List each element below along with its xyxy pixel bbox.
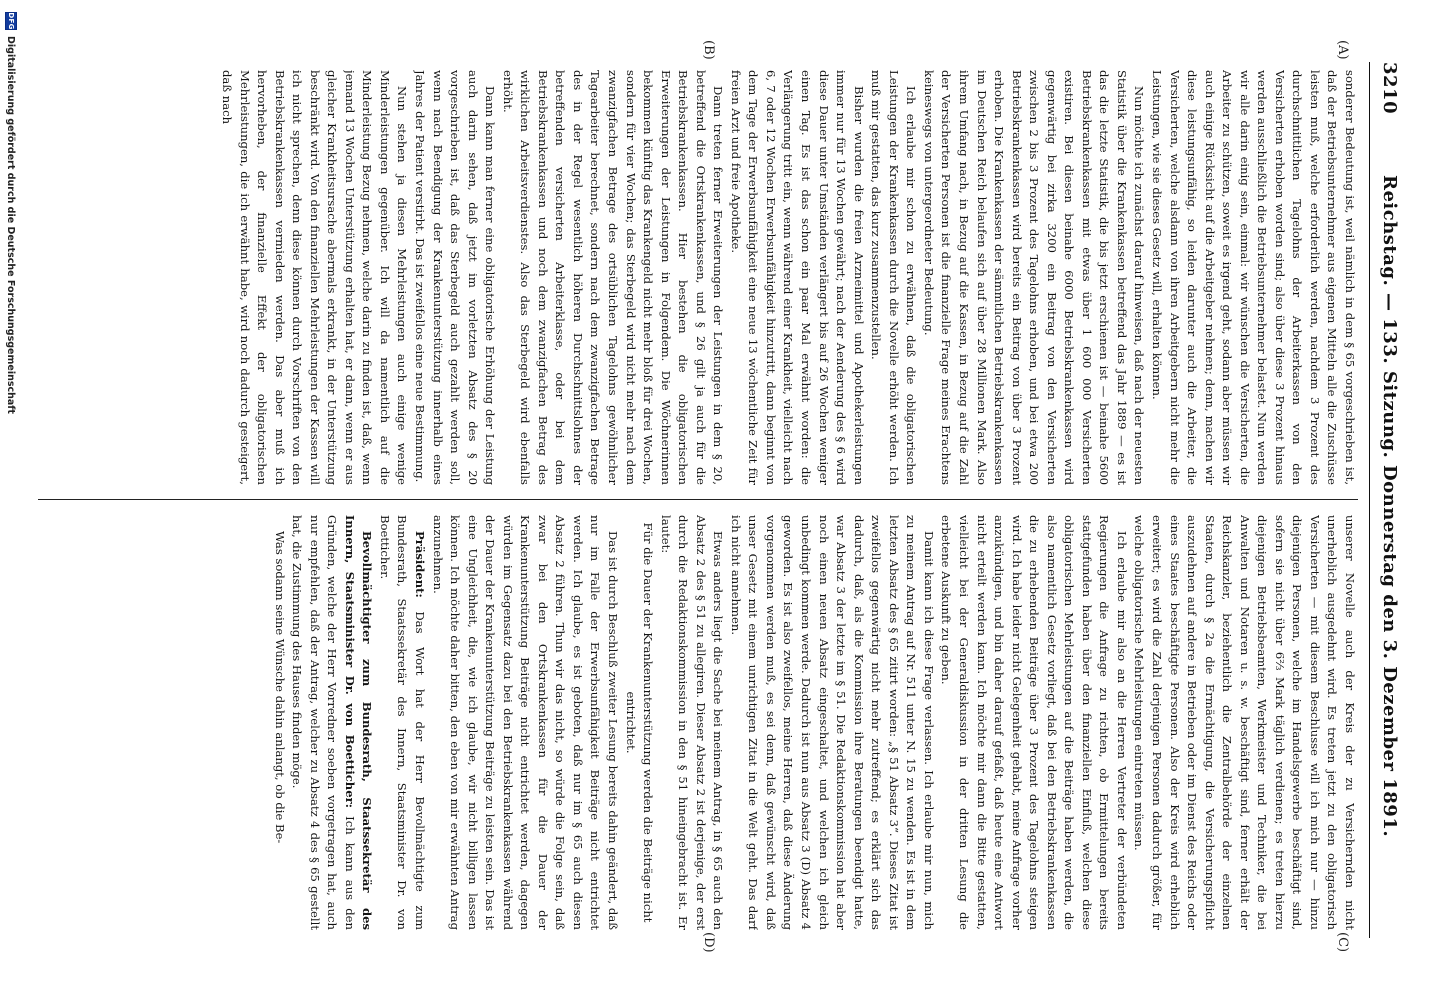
speaker-paragraph [288,515,376,930]
speaker-name: Bevollmächtigter zum Bundesrath, Staatssekretär des Innern, Staatsminister Dr. von Boetticher: [342,515,375,930]
margin-mark-c: (C) [1335,932,1350,953]
column-divider [38,499,1358,500]
paragraph: Nun stehen ja diesen Mehrleistungen auch einige wenige Minderleistungen gegenüber. Ich will da namentlich auf die Minderleistung Bezug nehmen, welche darin zu finden ist, daß, wenn jemand 13 Wochen Unterstützung erhalten hat, er dann, wenn er aus gleicher Krankheitsursache abermals erkrankt, in der Unterstützung beschränkt wird. Von den finanziellen Mehrleistungen der Kassen will ich nicht sprechen, denn diese können durch Vorschriften von den Betriebskrankenkassen vermieden werden. Das aber muß ich hervorheben, der finanzielle Effekt der obligatorischen Mehrleistungen, die ich erwähnt habe, wird noch dadurch gesteigert, daß nach [220,70,410,485]
running-title: Reichstag. — 133. Sitzung. Donnerstag den 3. Dezember 1891. [1379,174,1401,838]
speaker-paragraph [375,515,428,930]
speech-text: Das Wort hat der Herr Bevollmächtigte zum Bundesrath, Staatssekretär des Innern, Staatsminister Dr. von Boetticher. [377,515,428,930]
paragraph: Dann treten ferner Erweiterungen der Leistungen in dem § 20, betreffend die Ortskrankenkassen, und § 26 gilt ja auch für die Betriebskrankenkassen. Hier bestehen die obligatorischen Erweiterungen der Leistungen in Folgendem. Die Wöchnerinnen bekommen künftig das Krankengeld nicht mehr bloß für drei Wochen, sondern für vier Wochen; das Sterbegeld wird nicht mehr nach dem zwanzigfachen Betrage des ortsüblichen Tagelohns gewöhnlicher Tagearbeiter berechnet, sondern nach dem zwanzigfachen Betrage des in der Regel wesentlich höheren Durchschnittslohnes der betreffenden versicherten Arbeiterklasse, oder bei dem Betriebskrankenkassen und noch dem zwanzigfachen Betrag des wirklichen Arbeitsverdienstes. Also das Sterbegeld wird ebenfalls erhöht. [500,70,726,485]
quoted-clause: Für die Dauer der Krankenunterstützung werden die Beiträge nicht entrichtet. [623,522,656,923]
speech-text: Ich kann aus den Gründen, welche der Herr Vorredner soeben vorgetragen hat, auch nur empfehlen, daß der Antrag, welcher zu Absatz 4 des § 65 gestellt hat, die Zustimmung des Hauses finden möge. [290,515,357,930]
paragraph: sonderer Bedeutung ist, weil nämlich in dem § 65 vorgeschrieben ist, daß der Betriebsunternehmer aus eigenen Mitteln alle die Zuschüsse leisten muß, welche erforderlich werden, nachdem 3 Prozent des durchschnittlichen Tagelohns der Arbeiterkassen von den Versicherten erhoben worden sind; also über diese 3 Prozent hinaus werden ausschließlich die Betriebsunternehmer belastet. Nun werden wir alle darin einig sein, einmal: wir wünschen die Versicherten, die Arbeiter zu schützen, soweit es irgend geht, sodann aber müssen wir auch einige Rücksicht auf die Arbeitgeber nehmen; denn, machen wir diese leistungsunfähig, so leiden darunter auch die Arbeiter, die Versicherten, welche alsdann von ihren Arbeitgebern nicht mehr die Leistungen, wie sie dieses Gesetz will, erhalten können. [1149,70,1357,485]
speaker-name: Präsident: [413,531,428,598]
paragraph: Was sodann seine Wünsche dahin anlangt, ob die Be- [272,531,287,844]
paragraph: Nun möchte ich zunächst darauf hinweisen, daß nach der neuesten Statistik über die Krankenkassen betreffend das Jahr 1889 — es ist das die letzte Statistik, die bis jetzt erschienen ist — beinahe 5600 Betriebskrankenkassen mit etwas über 1 600 000 Versicherten existiren. Bei diesen beinahe 6000 Betriebskrankenkassen wird gegenwärtig bei zirka 3200 ein Beitrag von den Versicherten zwischen 2 bis 3 Prozent des Tagelohns erhoben, und bei etwa 200 Betriebskrankenkassen wird bereits ein Beitrag von über 3 Prozent erhoben. Die Krankenkassen der sämmtlichen Betriebskrankenkassen im Deutschen Reich belaufen sich auf über 28 Millionen Mark. Also ihrem Umfang nach, in Bezug auf die Kassen, in Bezug auf die Zahl der Versicherten Personen ist die finanzielle Frage meines Erachtens keineswegs von untergeordneter Bedeutung. [921,70,1147,485]
page-header [1369,62,1410,938]
paragraph: Bisher wurden die freien Arzneimittel und Apothekerleistungen immer nur für 13 Wochen gewährt; nach der Aenderung des § 6 wird diese Dauer unter Umständen verlängert bis auf 26 Wochen weniger einen Tag. Es ist das schon ein paar Mal erwähnt worden: die Verlängerung tritt ein, wenn während einer Krankheit, vielleicht nach 6, 7 oder 12 Wochen Erwerbsunfähigkeit hinzutritt, dann beginnt von dem Tage der Erwerbsunfähigkeit eine neue 13 wöchentliche Zeit für freien Arzt und freie Apotheke. [728,70,866,485]
paragraph: Ich erlaube mir also an die Herren Vertreter der verbündeten Regierungen die Anfrage zu richten, ob Ermittelungen bereits stattgefunden haben über den finanziellen Einfluß, welchen diese obligatorischen Mehrleistungen auf die Beiträge haben werden, die also namentlich Gesetz vorliegt, daß bei den Betriebskrankenkassen die zu erhebenden Beiträge über 3 Prozent des Tagelohns steigen wird. Ich habe leider nicht Gelegenheit gehabt, meine Anfrage vorher anzukündigen, und bin daher darauf gefaßt, daß heute eine Antwort nicht erteilt werden kann. Ich möchte mir dann die Bitte gestatten, vielleicht bei der Generaldiskussion in der dritten Lesung die erbetene Auskunft zu geben. [939,515,1129,930]
paragraph: unserer Novelle auch der Kreis der zu Versichernden nicht unerheblich ausgedehnt wird. Es treten jetzt zu den obligatorisch Versicherten — mit diesem Beschlusse will ich mich nur — hinzu diejenigen Personen, welche im Handelsgewerbe beschäftigt sind, sofern sie nicht über 6⅔ Mark täglich verdienen; es treten hierzu diejenigen Betriebsbeamten, Werkmeister und Techniker, die bei Anwalten und Notaren u. s. w. beschäftigt sind, ferner erhält der Reichskanzler, beziehentlich die Zentralbehörde der einzelnen Staaten, durch § 2a die Ermächtigung, die Versicherungspflicht auszudehnen auf andere in Betrieben oder im Dienst des Reichs oder eines Staates beschäftigte Personen. Also der Kreis wird erheblich erweitert; es wird die Zahl derjenigen Personen dadurch größer, für welche obligatorische Mehrleistungen eintreten müssen. [1132,515,1357,930]
page-number: 3210 [1379,62,1401,115]
margin-mark-d: (D) [701,932,716,953]
margin-mark-a: (A) [1335,40,1350,60]
paragraph: Dann kann man ferner eine obligatorische Erhöhung der Leistung auch darin sehen, daß jetzt im vorletzten Absatz des § 20 vorgeschrieben ist, daß das Sterbegeld auch gezahlt werden soll, wenn nach Beendigung der Krankenunterstützung innerhalb eines Jahres der Patient verstirbt. Das ist zweifellos eine neue Bestimmung. [413,70,498,485]
digitization-stamp [0,0,22,1000]
right-text-column [38,515,1358,930]
paragraph: Etwas anders liegt die Sache bei meinem Antrag, in § 65 auch den Absatz 2 des § 51 zu allegiren. Dieser Absatz 2 ist derjenige, der erst durch die Redaktionskommission in den § 51 hineingebracht ist. Er lautet: [658,515,726,930]
paragraph: Das ist durch Beschluß zweiter Lesung bereits dahin geändert, daß nur im Falle der Erwerbsunfähigkeit Beiträge nicht entrichtet werden. Ich glaube, es ist geboten, daß nur im § 65 auch diesen Absatz 2 führen. Thun wir das nicht, so würde die Folge sein, daß zwar bei den Ortskrankenkassen für die Dauer der Krankenunterstützung Beiträge nicht entrichtet werden, dagegen würden im Gegensatz dazu bei den Betriebskrankenkassen während der Dauer der Krankenunterstützung Beiträge zu leisten sein. Das ist eine Ungleichheit, die, wie ich glaube, wir nicht billigen lassen können. Ich möchte daher bitten, den eben von mir erwähnten Antrag anzunehmen. [430,515,621,930]
paragraph: Damit kann ich diese Frage verlassen. Ich erlaube mir nun, mich zu meinem Antrag auf Nr. 511 unter N. 15 zu wenden. Es ist in dem letzten Absatz des § 65 zitirt worden: „§ 51 Absatz 3“. Dieses Zitat ist zweifellos gegenwärtig nicht mehr zutreffend; es erklärt sich das dadurch, daß, als die Kommission ihre Beratungen beendigt hatte, war Absatz 3 der letzte im § 51. Die Redaktionskommission hat aber noch einen neuen Absatz eingeschaltet, und welchen ich gleich unbedingt kommen werde. Dadurch ist nun aus Absatz 3 (D) Absatz 4 geworden. Es ist also zweifellos, meine Herren, daß diese Änderung vorgenommen werden muß, es sei denn, daß gewünscht wird, daß unser Gesetz mit einem unrichtigen Zitat in die Welt geht. Das darf ich nicht annehmen. [728,515,936,930]
digitization-text: Digitalisierung gefördert durch die Deutsche Forschungsgemeinschaft [5,36,17,414]
margin-mark-b: (B) [701,40,716,60]
left-text-column [38,70,1358,485]
dfg-logo: DFG [7,12,15,30]
paragraph: Ich erlaube mir schon zu erwähnen, daß die obligatorischen Leistungen der Krankenkassen durch die Novelle erhöht werden. Ich muß mir gestatten, das kurz zusammenzustellen. [869,70,919,485]
